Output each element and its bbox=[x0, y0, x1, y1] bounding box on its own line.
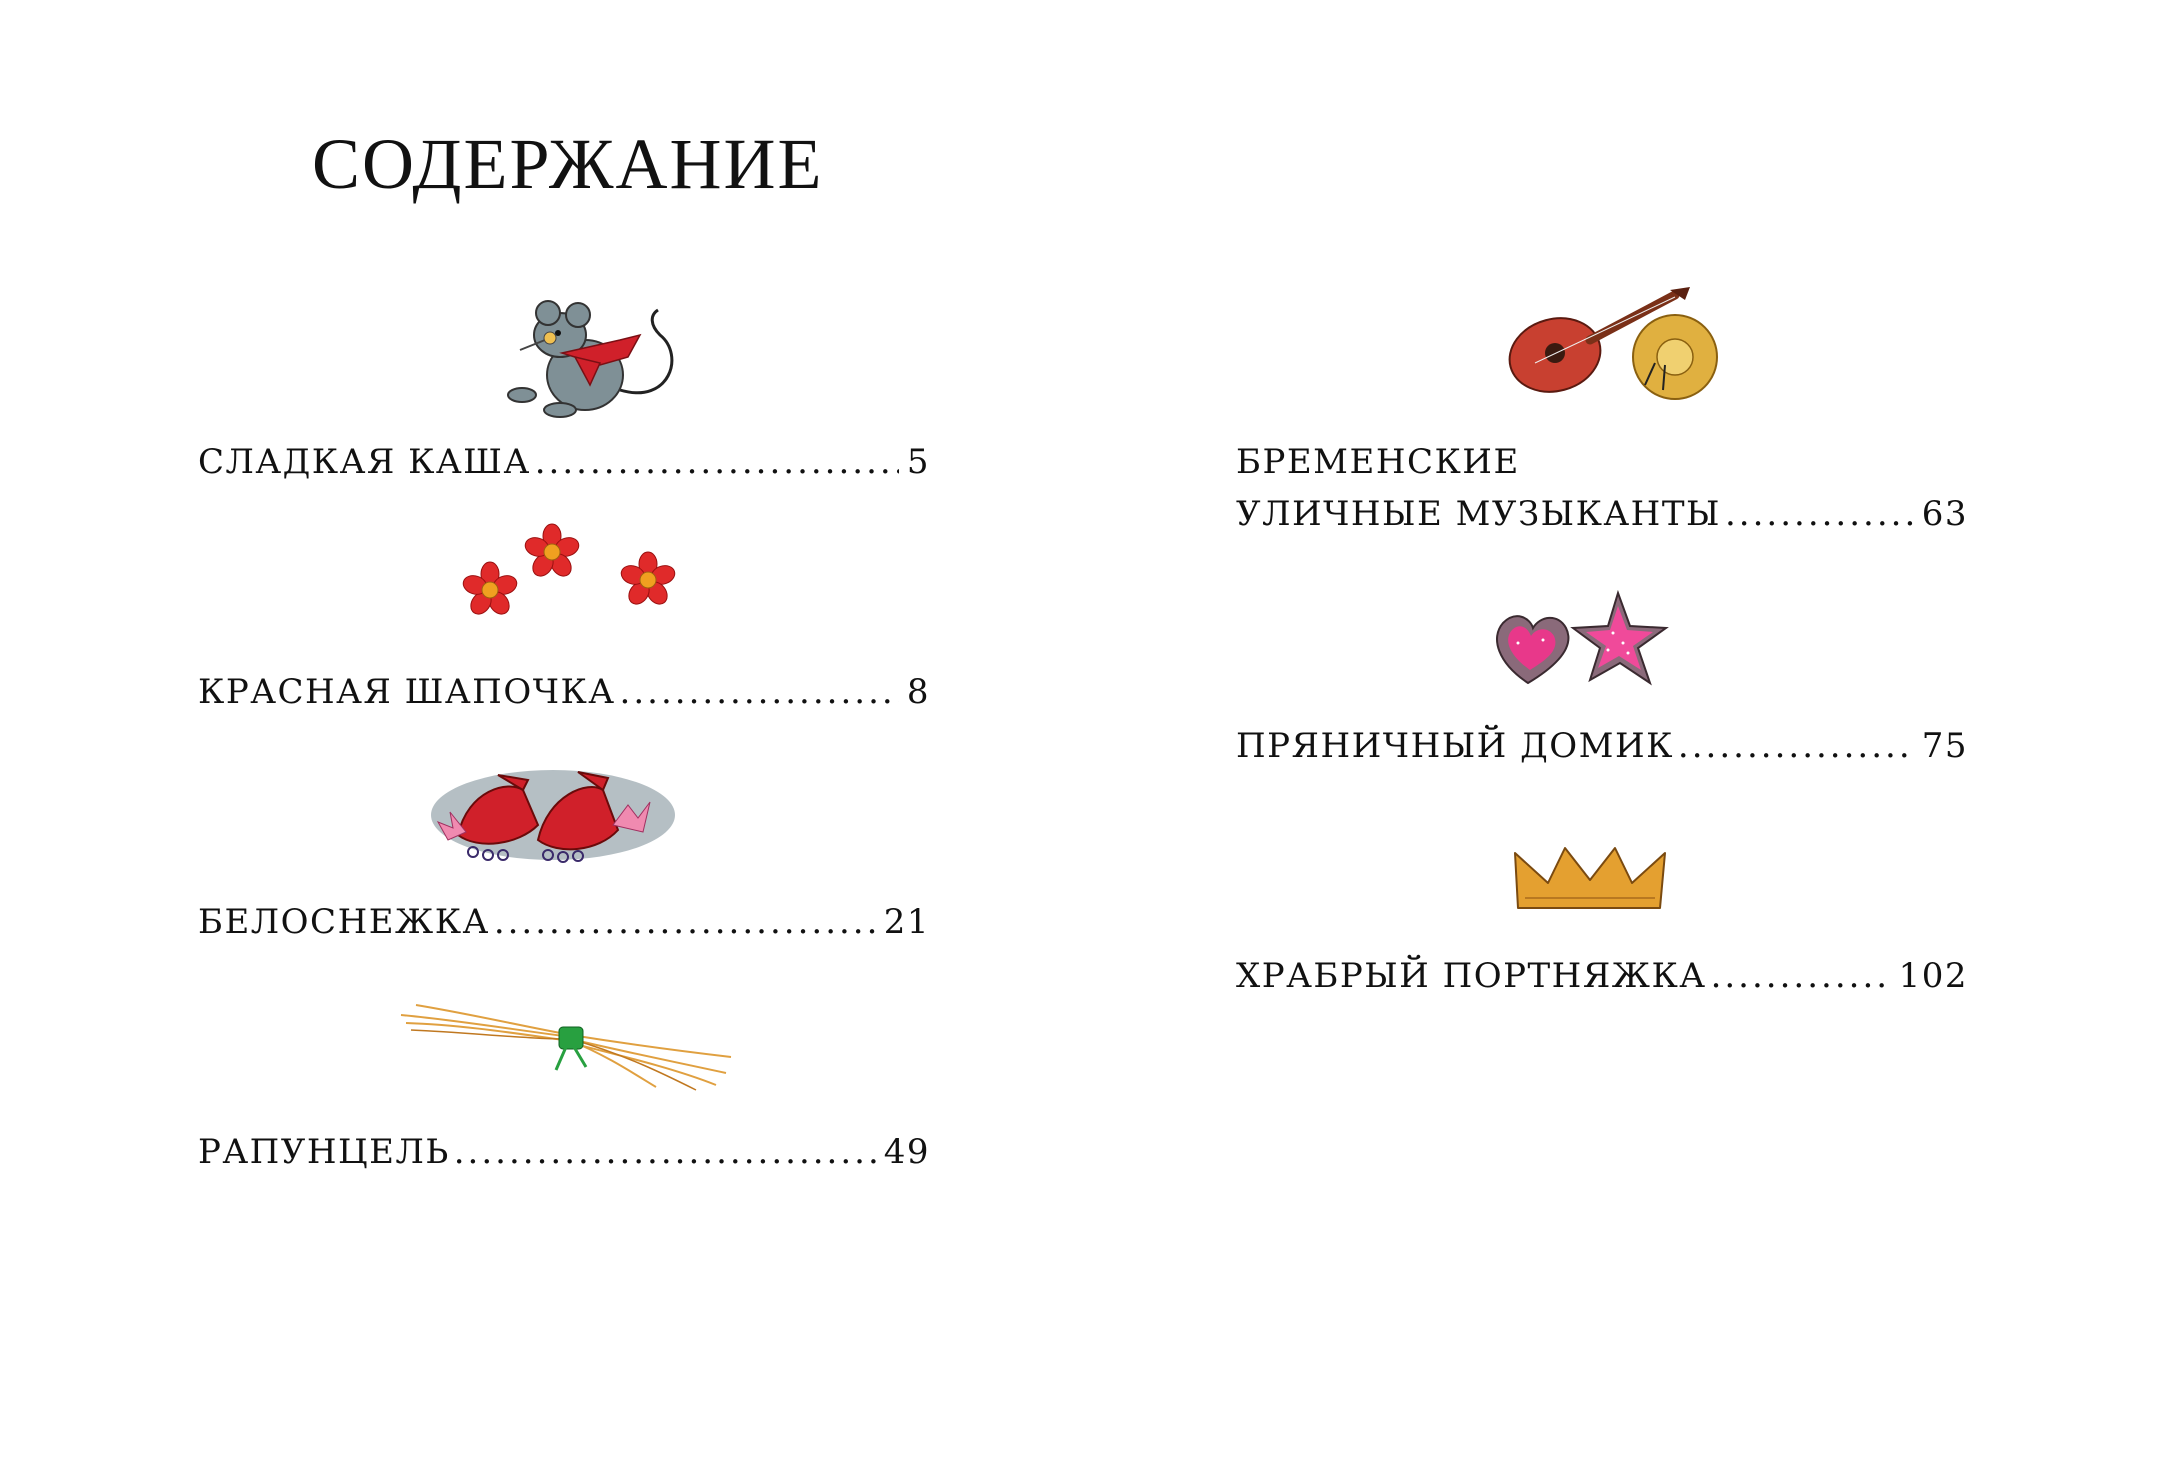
entry-title-line2: УЛИЧНЫЕ МУЗЫКАНТЫ bbox=[1236, 494, 1721, 534]
toc-entry-belosnezhka[interactable] bbox=[198, 896, 930, 948]
entry-title: ХРАБРЫЙ ПОРТНЯЖКА bbox=[1236, 956, 1707, 996]
dot-leader bbox=[1678, 720, 1914, 772]
page-number: 21 bbox=[883, 902, 930, 942]
entry-title: БЕЛОСНЕЖКА bbox=[198, 902, 490, 942]
page-number: 5 bbox=[906, 442, 930, 482]
page-number: 49 bbox=[883, 1132, 930, 1172]
red-flowers-icon bbox=[450, 520, 690, 620]
entry-title: ПРЯНИЧНЫЙ ДОМИК bbox=[1236, 726, 1674, 766]
red-slippers-icon bbox=[428, 760, 678, 870]
hair-braid-icon bbox=[396, 995, 736, 1095]
dot-leader bbox=[1711, 950, 1891, 1002]
mouse-icon bbox=[500, 295, 690, 425]
toc-entry-krasnaya-shapochka[interactable] bbox=[198, 666, 930, 718]
page-title: СОДЕРЖАНИЕ bbox=[312, 124, 824, 204]
dot-leader bbox=[494, 896, 876, 948]
entry-title: СЛАДКАЯ КАША bbox=[198, 442, 531, 482]
toc-entry-khrabry-portnyazhka[interactable] bbox=[1236, 950, 1968, 1002]
entry-title: КРАСНАЯ ШАПОЧКА bbox=[198, 672, 616, 712]
toc-entry-pryanichny-domik[interactable] bbox=[1236, 720, 1968, 772]
entry-title-line1: БРЕМЕНСКИЕ bbox=[1236, 442, 1520, 482]
toc-entry-rapuntsel[interactable] bbox=[198, 1126, 930, 1178]
page-number: 102 bbox=[1898, 956, 1968, 996]
crown-icon bbox=[1510, 838, 1670, 918]
dot-leader bbox=[1725, 488, 1914, 540]
toc-entry-bremenskie-muzykanty[interactable] bbox=[1236, 436, 1968, 540]
page-number: 8 bbox=[906, 672, 930, 712]
dot-leader bbox=[620, 666, 899, 718]
gingerbread-cookies-icon bbox=[1488, 588, 1678, 688]
page-number: 75 bbox=[1921, 726, 1968, 766]
toc-entry-sladkaya-kasha[interactable] bbox=[198, 436, 930, 488]
dot-leader bbox=[454, 1126, 876, 1178]
mandolin-cymbals-icon bbox=[1505, 285, 1725, 405]
page-number: 63 bbox=[1921, 494, 1968, 534]
dot-leader bbox=[535, 436, 899, 488]
entry-title: РАПУНЦЕЛЬ bbox=[198, 1132, 450, 1172]
